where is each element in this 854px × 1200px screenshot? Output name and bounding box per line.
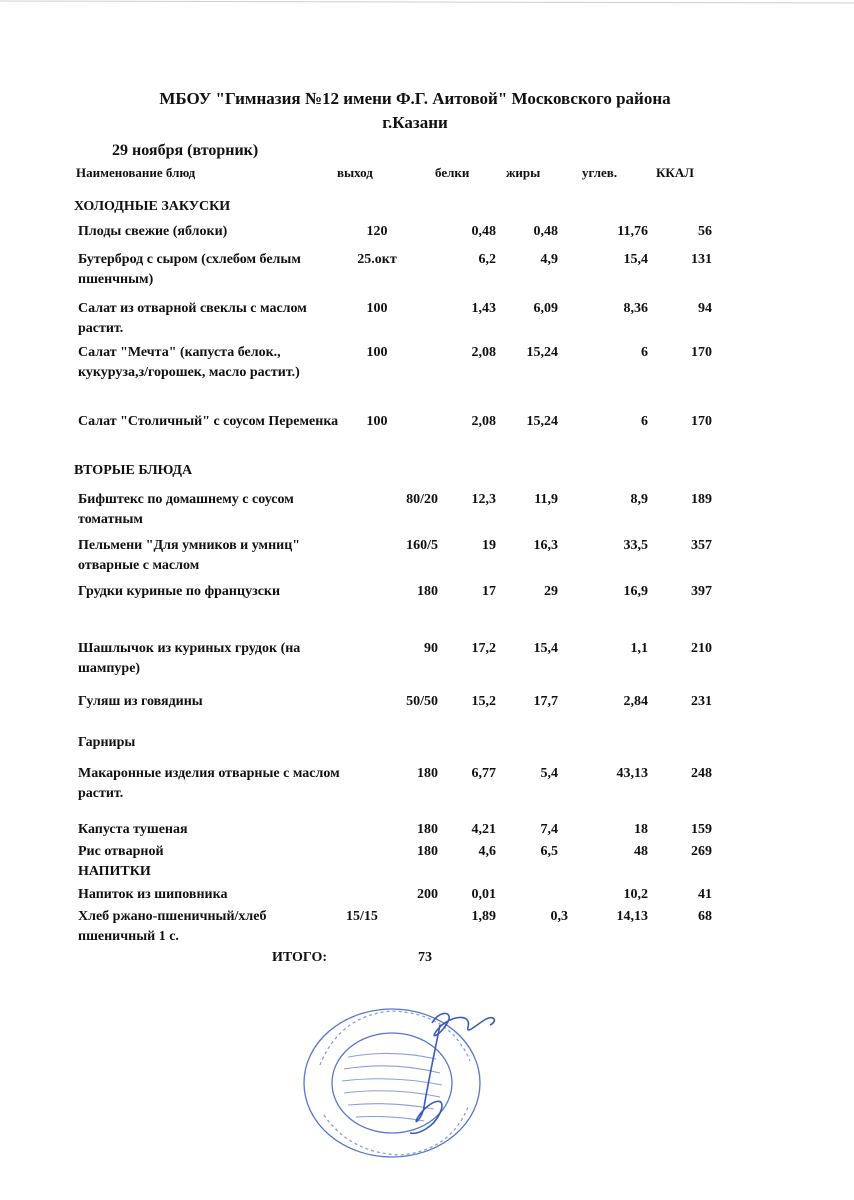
dish-carbs: 8,36: [623, 301, 648, 316]
dish-output: 100: [366, 345, 388, 360]
section-drinks: НАПИТКИ: [78, 864, 151, 879]
dish-fat: 15,24: [526, 414, 558, 429]
dish-name: Шашлычок из куриных грудок (на шампуре): [78, 641, 301, 676]
dish-carbs: 14,13: [616, 909, 648, 924]
dish-fat: 0,48: [533, 224, 558, 239]
dish-kcal: 41: [698, 887, 712, 902]
dish-carbs: 2,84: [623, 694, 648, 709]
menu-date: 29 ноября (вторник): [112, 142, 259, 159]
section-garnish: Гарниры: [78, 735, 136, 750]
section-second: ВТОРЫЕ БЛЮДА: [74, 463, 193, 478]
dish-output: 80/20: [406, 492, 438, 507]
col-header-protein: белки: [435, 165, 470, 180]
dish-kcal: 397: [691, 584, 712, 599]
dish-output: 25.окт: [357, 252, 397, 267]
dish-protein: 17: [482, 584, 496, 599]
school-title-line1: МБОУ "Гимназия №12 имени Ф.Г. Аитовой" Московского района: [159, 89, 671, 108]
dish-protein: 0,01: [471, 887, 496, 902]
dish-name: Бутерброд с сыром (схлебом белым пшенчным): [78, 252, 301, 287]
dish-carbs: 48: [634, 844, 648, 859]
col-header-carbs: углев.: [582, 165, 618, 180]
dish-protein: 15,2: [471, 694, 496, 709]
dish-kcal: 159: [691, 822, 712, 837]
dish-protein: 17,2: [471, 641, 496, 656]
dish-fat: 11,9: [534, 492, 558, 507]
dish-kcal: 56: [698, 224, 712, 239]
dish-fat: 4,9: [540, 252, 558, 267]
dish-fat: 15,4: [533, 641, 558, 656]
dish-output: 90: [424, 641, 438, 656]
dish-name: Бифштекс по домашнему с соусом томатным: [78, 492, 294, 527]
dish-name: Капуста тушеная: [78, 822, 188, 837]
dish-name: Напиток из шиповника: [78, 887, 228, 902]
dish-carbs: 1,1: [630, 641, 648, 656]
dish-carbs: 6: [641, 414, 648, 429]
dish-protein: 19: [482, 538, 496, 553]
dish-kcal: 170: [691, 345, 712, 360]
dish-output: 180: [417, 766, 438, 781]
col-header-fat: жиры: [506, 165, 541, 180]
dish-output: 50/50: [406, 694, 438, 709]
dish-protein: 1,89: [471, 909, 496, 924]
dish-protein: 6,77: [471, 766, 496, 781]
dish-name: Салат "Столичный" с соусом Переменка: [78, 414, 339, 429]
total-label: ИТОГО:: [272, 950, 328, 965]
dish-output: 180: [417, 822, 438, 837]
dish-kcal: 357: [691, 538, 712, 553]
dish-output: 100: [366, 414, 388, 429]
dish-carbs: 43,13: [616, 766, 648, 781]
dish-kcal: 189: [691, 492, 712, 507]
dish-kcal: 170: [691, 414, 712, 429]
dish-name: Хлеб ржано-пшеничный/хлеб пшеничный 1 с.: [78, 909, 267, 944]
dish-protein: 6,2: [478, 252, 496, 267]
col-header-kcal: ККАЛ: [656, 165, 694, 180]
dish-output: 15/15: [346, 909, 378, 924]
dish-kcal: 248: [691, 766, 712, 781]
dish-name: Плоды свежие (яблоки): [78, 224, 228, 239]
dish-protein: 2,08: [471, 345, 496, 360]
dish-name: Гуляш из говядины: [78, 694, 203, 709]
dish-fat: 29: [544, 584, 558, 599]
dish-carbs: 11,76: [617, 224, 648, 239]
dish-fat: 15,24: [526, 345, 558, 360]
dish-output: 160/5: [406, 538, 438, 553]
dish-name: Рис отварной: [78, 844, 164, 859]
total-value: 73: [418, 950, 432, 965]
dish-name: Грудки куриные по французски: [78, 584, 281, 599]
dish-output: 120: [366, 224, 388, 239]
dish-name: Салат из отварной свеклы с маслом растит.: [78, 301, 307, 336]
dish-name: Пельмени "Для умников и умниц" отварные с маслом: [78, 538, 301, 573]
col-header-name: Наименование блюд: [76, 165, 196, 180]
dish-carbs: 16,9: [623, 584, 648, 599]
school-title-line2: г.Казани: [382, 113, 448, 132]
section-cold: ХОЛОДНЫЕ ЗАКУСКИ: [74, 199, 231, 214]
dish-kcal: 68: [698, 909, 712, 924]
dish-protein: 2,08: [471, 414, 496, 429]
dish-output: 100: [366, 301, 388, 316]
dish-carbs: 18: [634, 822, 648, 837]
dish-output: 180: [417, 584, 438, 599]
col-header-output: выход: [337, 165, 373, 180]
dish-name: Салат "Мечта" (капуста белок., кукуруза,з/горошек, масло растит.): [78, 345, 300, 380]
dish-fat: 16,3: [533, 538, 558, 553]
signature: [410, 1013, 494, 1133]
dish-carbs: 15,4: [623, 252, 648, 267]
dish-kcal: 131: [691, 252, 712, 267]
dish-fat: 6,5: [540, 844, 558, 859]
dish-fat: 7,4: [540, 822, 558, 837]
dish-output: 200: [417, 887, 438, 902]
dish-protein: 0,48: [471, 224, 496, 239]
dish-carbs: 10,2: [623, 887, 648, 902]
dish-fat: 0,3: [550, 909, 568, 924]
dish-carbs: 33,5: [623, 538, 648, 553]
dish-kcal: 231: [691, 694, 712, 709]
dish-fat: 6,09: [533, 301, 558, 316]
stamp-outer-ring: [304, 1009, 480, 1157]
dish-carbs: 8,9: [630, 492, 648, 507]
dish-protein: 1,43: [471, 301, 496, 316]
dish-kcal: 269: [691, 844, 712, 859]
scan-edge-line: [0, 0, 854, 10]
dish-output: 180: [417, 844, 438, 859]
dish-protein: 4,6: [478, 844, 496, 859]
dish-fat: 5,4: [540, 766, 558, 781]
dish-kcal: 210: [691, 641, 712, 656]
dish-protein: 12,3: [471, 492, 496, 507]
dish-carbs: 6: [641, 345, 648, 360]
dish-fat: 17,7: [533, 694, 558, 709]
official-stamp-with-signature: [300, 995, 510, 1165]
dish-kcal: 94: [698, 301, 712, 316]
dish-protein: 4,21: [471, 822, 496, 837]
dish-name: Макаронные изделия отварные с маслом растит.: [78, 766, 340, 801]
